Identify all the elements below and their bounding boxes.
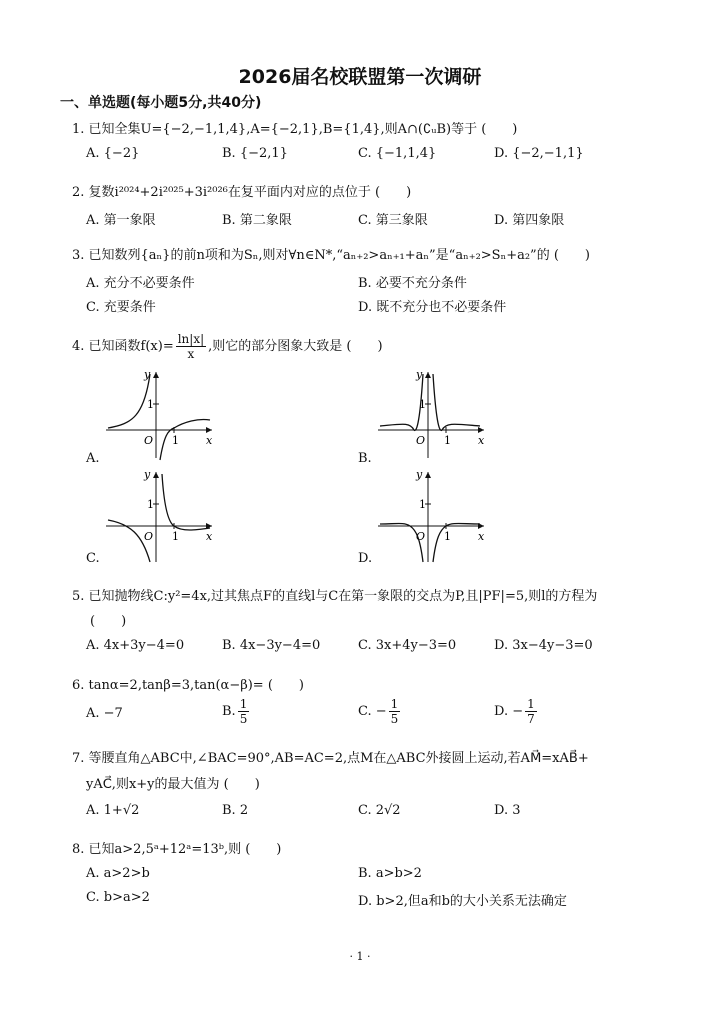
q2-option-a: A. 第一象限: [86, 213, 156, 228]
q6-option-c: [358, 697, 402, 726]
q6-option-d: [494, 697, 539, 726]
y-axis-arrow: [153, 472, 159, 478]
page-number: · 1 ·: [349, 950, 371, 963]
graph-d: [374, 466, 492, 566]
x-tick-label: 1: [444, 530, 451, 543]
question-5-stem-cont: ( ): [90, 614, 127, 629]
q6-option-a: A. −7: [86, 706, 123, 721]
axis-label-x: x: [478, 434, 485, 447]
q6-d-fraction: [525, 697, 537, 726]
graph-a: [102, 366, 220, 462]
q6-c-prefix: C. −: [358, 704, 387, 719]
q2-option-b: B. 第二象限: [222, 213, 292, 228]
q5-option-c: C. 3x+4y−3=0: [358, 638, 457, 653]
q4-label-b: B.: [358, 451, 372, 466]
curve-right: [162, 474, 210, 530]
q2-option-c: C. 第三象限: [358, 213, 428, 228]
y-tick-label: 1: [419, 498, 426, 511]
question-8-stem: 8. 已知a>2,5ᵃ+12ᵃ=13ᵇ,则 ( ): [72, 842, 282, 857]
q4-stem-post: ,则它的部分图象大致是 ( ): [208, 339, 383, 354]
axis-label-x: x: [478, 530, 485, 543]
section-heading: 一、单选题(每小题5分,共40分): [60, 95, 262, 111]
q7-option-c: C. 2√2: [358, 803, 401, 818]
q6-b-prefix: B.: [222, 704, 236, 719]
x-tick-label: 1: [172, 434, 179, 447]
q3-option-a: A. 充分不必要条件: [86, 276, 195, 291]
origin-label: O: [144, 530, 154, 543]
y-axis-arrow: [153, 372, 159, 378]
q7-option-a: A. 1+√2: [86, 803, 140, 818]
graph-c: [102, 466, 220, 566]
axis-label-y: y: [144, 468, 151, 481]
q2-option-d: D. 第四象限: [494, 213, 565, 228]
q4-frac-den: x: [187, 347, 195, 361]
axis-label-x: x: [206, 530, 213, 543]
origin-label: O: [416, 530, 426, 543]
curve-right: [433, 524, 480, 563]
q8-option-c: C. b>a>2: [86, 890, 150, 905]
q4-stem-pre: 4. 已知函数f(x)=: [72, 339, 174, 354]
axis-label-y: y: [416, 368, 423, 381]
q4-label-c: C.: [86, 551, 100, 566]
q6-b-fraction: [238, 697, 250, 726]
q6-b-den: 5: [239, 712, 248, 726]
axis-label-x: x: [206, 434, 213, 447]
origin-label: O: [144, 434, 154, 447]
axis-label-y: y: [416, 468, 423, 481]
q5-option-d: D. 3x−4y−3=0: [494, 638, 593, 653]
q8-option-b: B. a>b>2: [358, 866, 422, 881]
q4-label-a: A.: [86, 451, 100, 466]
q1-option-c: C. {−1,1,4}: [358, 146, 437, 161]
curve-left: [108, 374, 150, 428]
q6-b-num: 1: [239, 697, 248, 711]
question-5-stem: 5. 已知抛物线C:y²=4x,过其焦点F的直线l与C在第一象限的交点为P,且|PF|=5,则l的方程为: [72, 589, 598, 604]
curve-right: [160, 419, 210, 460]
q8-option-a: A. a>2>b: [86, 866, 150, 881]
q1-option-a: A. {−2}: [86, 146, 140, 161]
q6-c-num: 1: [390, 697, 399, 711]
q6-c-fraction: [389, 697, 401, 726]
question-2-stem: 2. 复数i²⁰²⁴+2i²⁰²⁵+3i²⁰²⁶在复平面内对应的点位于 ( ): [72, 185, 412, 200]
q4-frac-num: ln|x|: [177, 332, 205, 346]
q6-d-den: 7: [527, 712, 535, 726]
q4-label-d: D.: [358, 551, 373, 566]
x-tick-label: 1: [444, 434, 451, 447]
graph-b: [374, 366, 492, 462]
q5-option-b: B. 4x−3y−4=0: [222, 638, 321, 653]
curve-left: [380, 374, 423, 430]
question-1-stem: 1. 已知全集U={−2,−1,1,4},A={−2,1},B={1,4},则A∩(∁ᵤB)等于 ( ): [72, 122, 518, 137]
q3-option-c: C. 充要条件: [86, 300, 156, 315]
x-tick-label: 1: [172, 530, 179, 543]
q4-fraction: [176, 332, 206, 361]
question-7-stem-cont: yAC⃗,则x+y的最大值为 ( ): [86, 777, 260, 792]
y-axis-arrow: [425, 472, 431, 478]
q7-option-d: D. 3: [494, 803, 521, 818]
x-axis-arrow: [478, 427, 484, 433]
q6-option-b: [222, 697, 251, 726]
q6-c-den: 5: [390, 712, 399, 726]
q3-option-b: B. 必要不充分条件: [358, 276, 467, 291]
y-tick-label: 1: [147, 498, 154, 511]
y-axis-arrow: [425, 372, 431, 378]
q8-option-d: D. b>2,但a和b的大小关系无法确定: [358, 894, 567, 909]
curve-right: [433, 374, 480, 430]
q6-d-num: 1: [527, 697, 535, 711]
q3-option-d: D. 既不充分也不必要条件: [358, 300, 507, 315]
q5-option-a: A. 4x+3y−4=0: [86, 638, 185, 653]
page-title: 2026届名校联盟第一次调研: [238, 66, 482, 88]
y-tick-label: 1: [147, 398, 154, 411]
axis-label-y: y: [144, 368, 151, 381]
question-7-stem: 7. 等腰直角△ABC中,∠BAC=90°,AB=AC=2,点M在△ABC外接圆上运动,若AM⃗=xAB⃗+: [72, 751, 589, 766]
question-4-stem: [72, 332, 383, 361]
q7-option-b: B. 2: [222, 803, 249, 818]
q1-option-d: D. {−2,−1,1}: [494, 146, 584, 161]
question-3-stem: 3. 已知数列{aₙ}的前n项和为Sₙ,则对∀n∈N*,“aₙ₊₂>aₙ₊₁+aₙ”是“aₙ₊₂>Sₙ+a₂”的 ( ): [72, 248, 590, 263]
x-axis-arrow: [206, 427, 212, 433]
q6-d-prefix: D. −: [494, 704, 524, 719]
q1-option-b: B. {−2,1}: [222, 146, 288, 161]
origin-label: O: [416, 434, 426, 447]
y-tick-label: 1: [419, 398, 426, 411]
question-6-stem: 6. tanα=2,tanβ=3,tan(α−β)= ( ): [72, 678, 304, 693]
